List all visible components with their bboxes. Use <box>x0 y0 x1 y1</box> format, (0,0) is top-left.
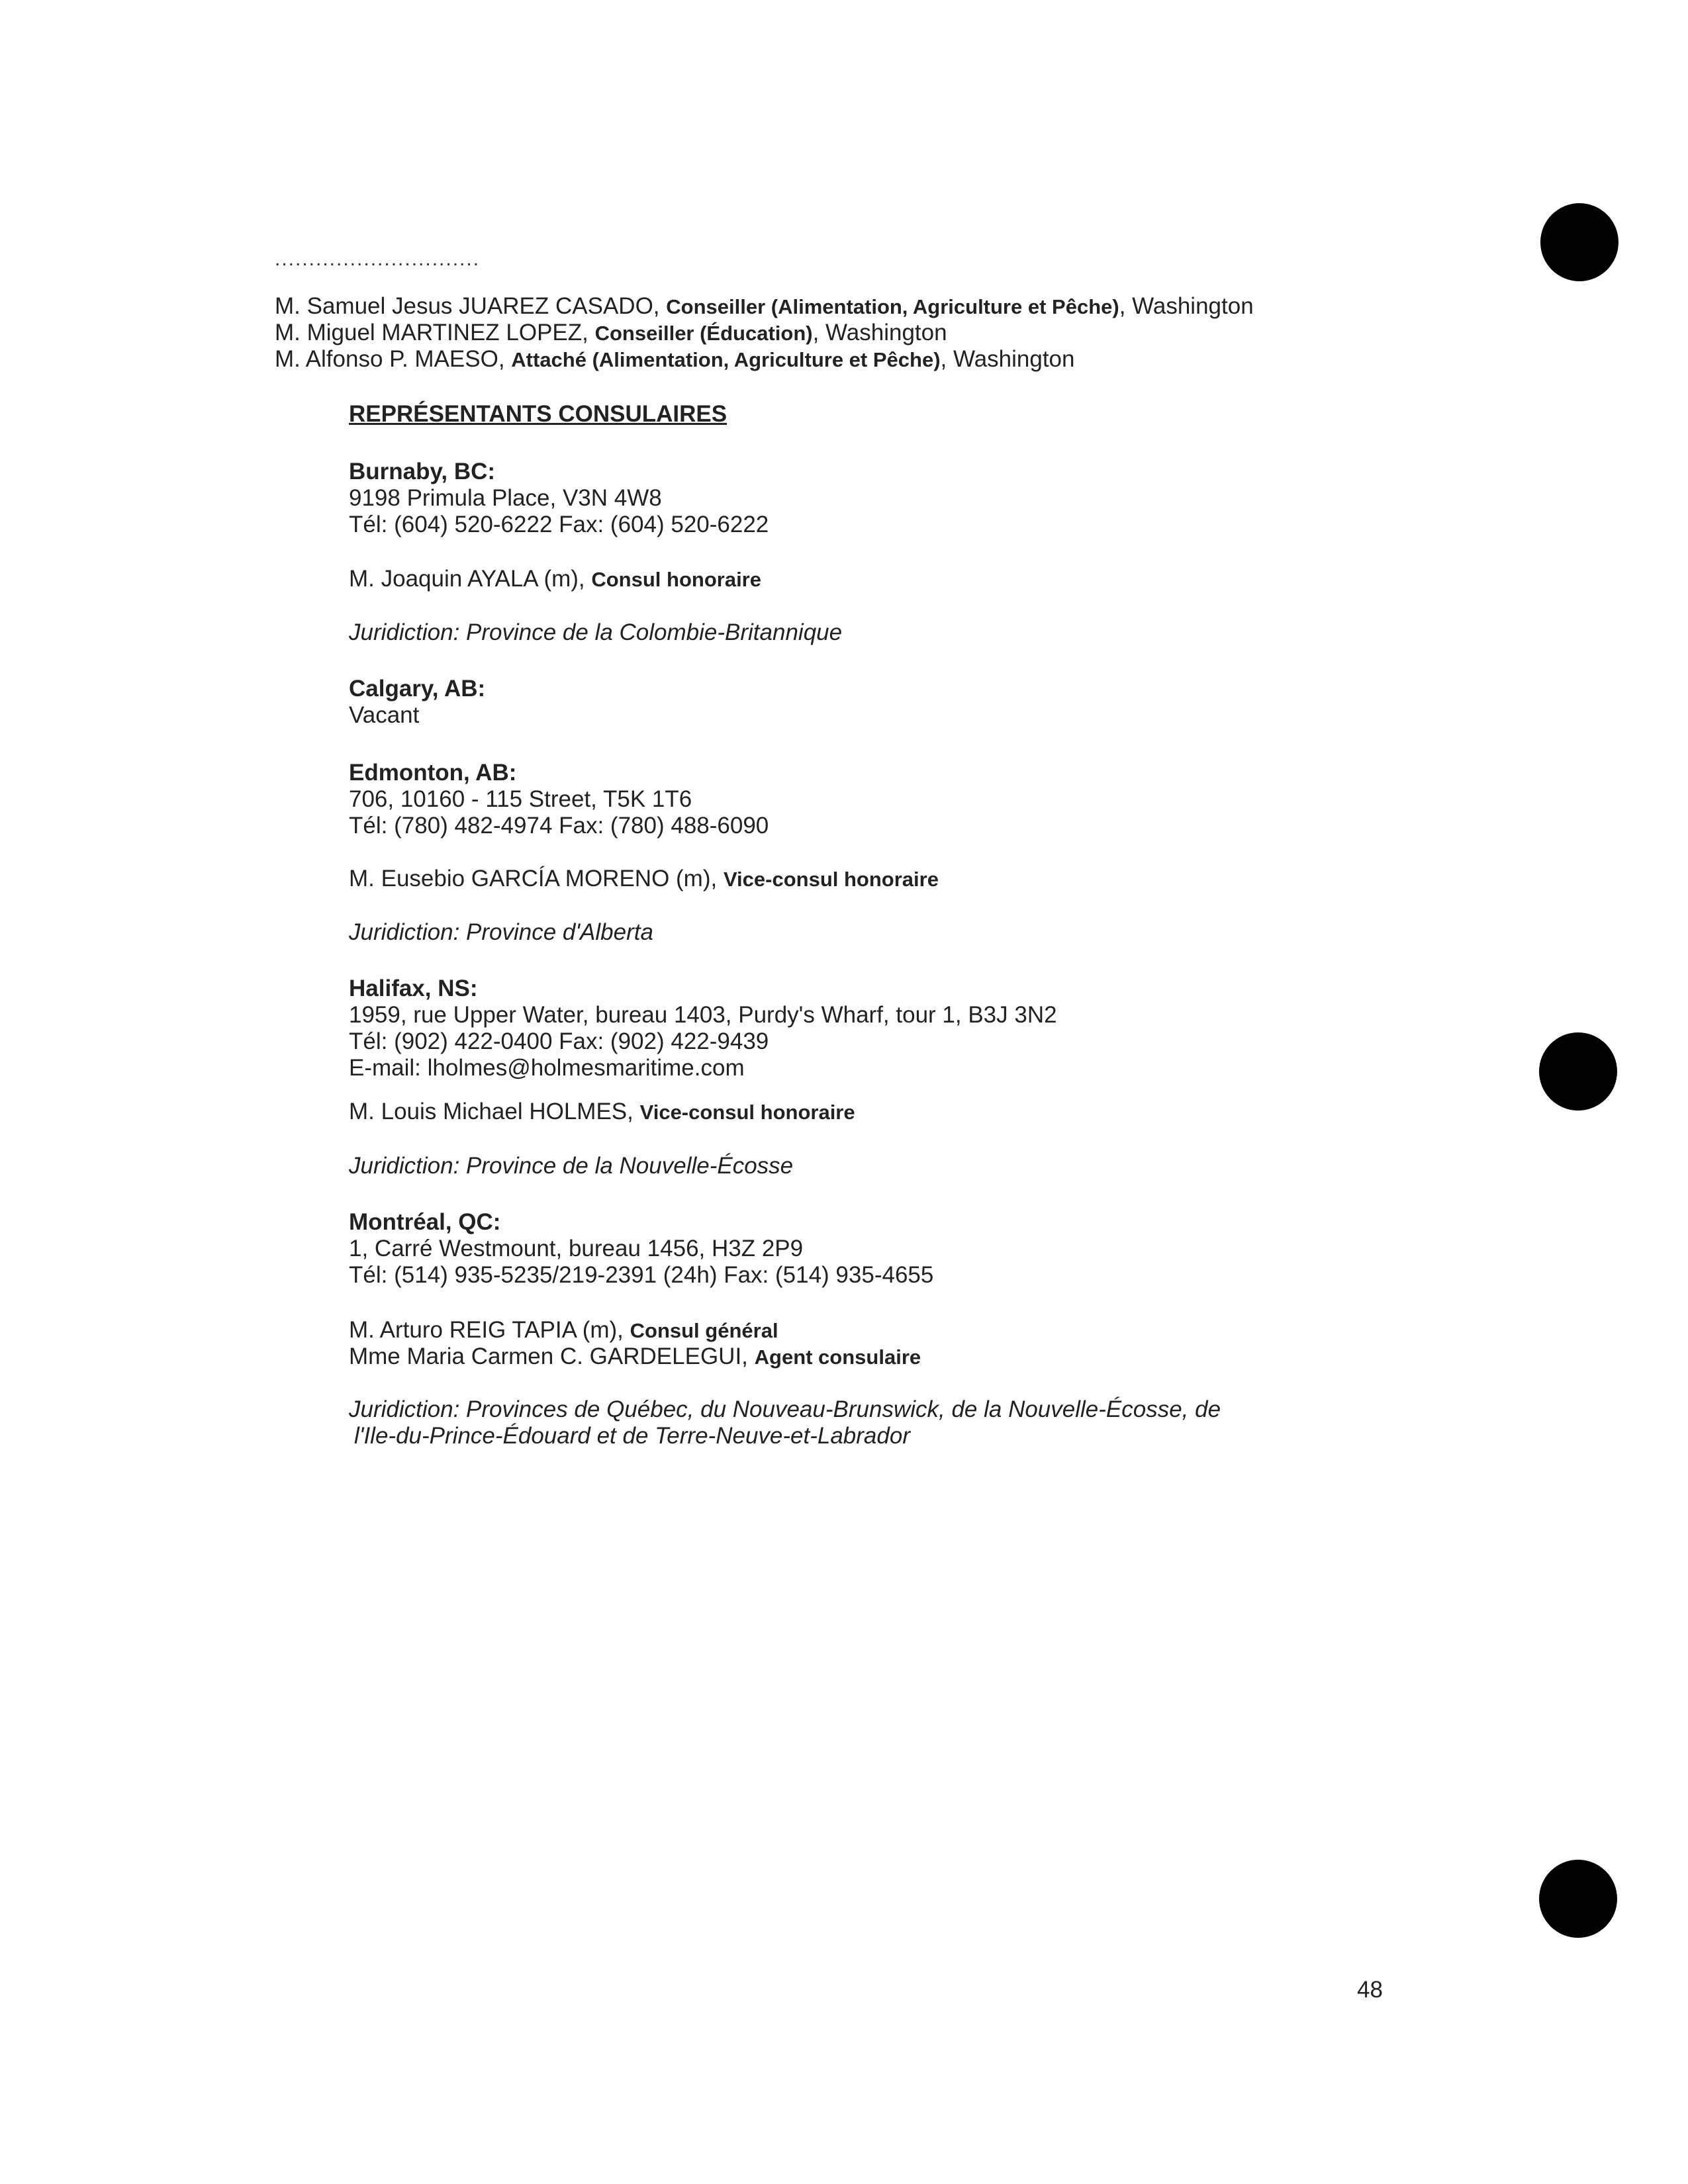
staff-title: Conseiller (Alimentation, Agriculture et Pêche) <box>666 295 1119 318</box>
person-name: M. Arturo REIG TAPIA (m), <box>349 1317 630 1343</box>
staff-line-3 <box>275 346 1075 373</box>
halifax-person <box>349 1099 855 1126</box>
halifax-phone: Tél: (902) 422-0400 Fax: (902) 422-9439 <box>349 1028 769 1054</box>
staff-line-1 <box>275 293 1254 320</box>
edmonton-phone: Tél: (780) 482-4974 Fax: (780) 488-6090 <box>349 813 769 839</box>
montreal-address: 1, Carré Westmount, bureau 1456, H3Z 2P9 <box>349 1236 804 1261</box>
halifax-jurisdiction: Juridiction: Province de la Nouvelle-Écosse <box>349 1153 794 1179</box>
person-title: Agent consulaire <box>754 1345 921 1369</box>
montreal-person-1 <box>349 1317 778 1344</box>
staff-name: M. Samuel Jesus JUAREZ CASADO, <box>275 293 667 319</box>
person-title: Vice-consul honoraire <box>639 1101 855 1124</box>
montreal-phone: Tél: (514) 935-5235/219-2391 (24h) Fax: (514) 935-4655 <box>349 1262 934 1288</box>
staff-line-2 <box>275 320 947 347</box>
burnaby-phone: Tél: (604) 520-6222 Fax: (604) 520-6222 <box>349 512 769 537</box>
burnaby-person <box>349 566 761 593</box>
halifax-email: E-mail: lholmes@holmesmaritime.com <box>349 1055 745 1081</box>
punch-hole-icon <box>1540 203 1618 281</box>
halifax-city: Halifax, NS: <box>349 976 478 1001</box>
staff-place: , Washington <box>1119 293 1254 319</box>
punch-hole-icon <box>1539 1860 1617 1938</box>
person-title: Consul honoraire <box>591 568 761 591</box>
page-number: 48 <box>1357 1977 1383 2003</box>
staff-name: M. Alfonso P. MAESO, <box>275 346 512 372</box>
staff-name: M. Miguel MARTINEZ LOPEZ, <box>275 320 595 345</box>
person-title: Vice-consul honoraire <box>723 868 939 891</box>
staff-place: , Washington <box>940 346 1075 372</box>
separator-dots: .............................. <box>275 248 481 270</box>
halifax-address: 1959, rue Upper Water, bureau 1403, Purdy's Wharf, tour 1, B3J 3N2 <box>349 1002 1057 1028</box>
staff-title: Conseiller (Éducation) <box>594 322 813 345</box>
montreal-city: Montréal, QC: <box>349 1209 501 1235</box>
edmonton-city: Edmonton, AB: <box>349 760 517 786</box>
calgary-status: Vacant <box>349 702 420 728</box>
staff-title: Attaché (Alimentation, Agriculture et Pêche) <box>511 348 941 371</box>
person-name: M. Eusebio GARCÍA MORENO (m), <box>349 866 724 891</box>
person-name: M. Joaquin AYALA (m), <box>349 566 592 592</box>
section-title: REPRÉSENTANTS CONSULAIRES <box>349 401 727 427</box>
person-name: M. Louis Michael HOLMES, <box>349 1099 640 1124</box>
montreal-person-2 <box>349 1343 921 1371</box>
person-name: Mme Maria Carmen C. GARDELEGUI, <box>349 1343 755 1369</box>
edmonton-person <box>349 866 939 893</box>
burnaby-jurisdiction: Juridiction: Province de la Colombie-Britannique <box>349 619 843 645</box>
burnaby-city: Burnaby, BC: <box>349 459 496 484</box>
edmonton-address: 706, 10160 - 115 Street, T5K 1T6 <box>349 786 692 812</box>
montreal-jurisdiction-line-2: l'Ile-du-Prince-Édouard et de Terre-Neuve-et-Labrador <box>354 1423 910 1449</box>
calgary-city: Calgary, AB: <box>349 676 486 702</box>
edmonton-jurisdiction: Juridiction: Province d'Alberta <box>349 919 653 945</box>
punch-hole-icon <box>1539 1032 1617 1111</box>
montreal-jurisdiction-line-1: Juridiction: Provinces de Québec, du Nouveau-Brunswick, de la Nouvelle-Écosse, de <box>349 1396 1221 1422</box>
staff-place: , Washington <box>812 320 947 345</box>
person-title: Consul général <box>630 1319 778 1342</box>
burnaby-address: 9198 Primula Place, V3N 4W8 <box>349 485 662 511</box>
